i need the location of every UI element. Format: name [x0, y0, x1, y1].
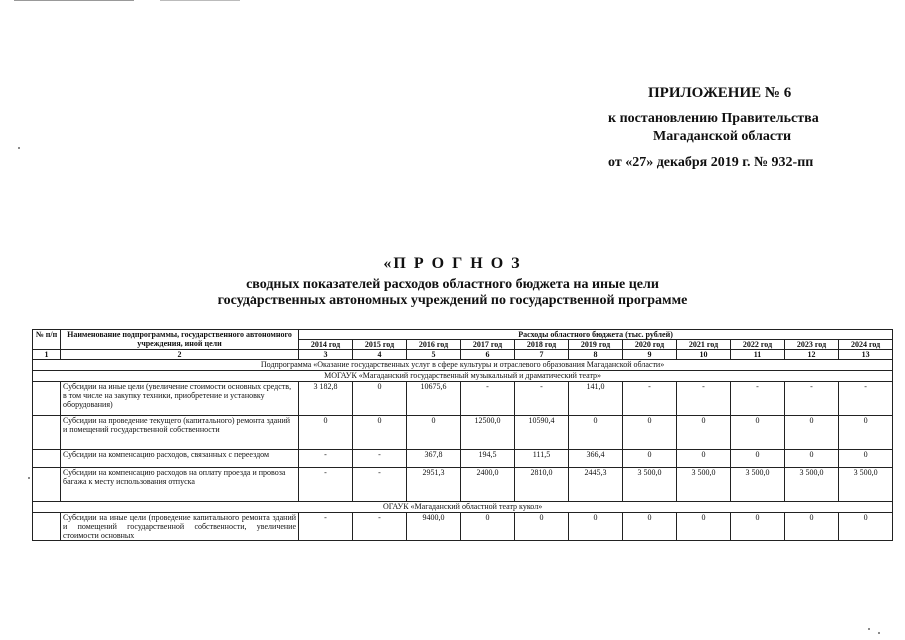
row-name: Субсидии на компенсацию расходов на оплату проезда и провоза багажа к месту использования отпуска	[61, 468, 299, 502]
scan-dot	[28, 477, 30, 479]
row-number	[33, 468, 61, 502]
row-value: -	[299, 513, 353, 541]
col-index: 4	[353, 350, 407, 360]
row-number	[33, 416, 61, 450]
table-row	[33, 382, 893, 416]
row-value: -	[677, 382, 731, 416]
scan-dot	[868, 628, 870, 630]
row-value: 0	[569, 416, 623, 450]
row-value: 9400,0	[407, 513, 461, 541]
col-index: 11	[731, 350, 785, 360]
row-value: -	[785, 382, 839, 416]
row-value: 0	[407, 416, 461, 450]
table-row	[33, 450, 893, 468]
row-value: -	[353, 513, 407, 541]
row-value: 0	[731, 416, 785, 450]
row-value: 0	[677, 513, 731, 541]
document-subheading-2: государственных автономных учреждений по государственной программе	[217, 293, 688, 308]
row-value: 2951,3	[407, 468, 461, 502]
forecast-table	[32, 329, 893, 541]
col-header-year: 2016 год	[407, 340, 461, 350]
col-index: 3	[299, 350, 353, 360]
row-value: -	[353, 450, 407, 468]
table-row	[33, 416, 893, 450]
col-index: 13	[839, 350, 893, 360]
row-value: 0	[839, 450, 893, 468]
col-header-number: № п/п	[33, 330, 61, 350]
row-value: -	[731, 382, 785, 416]
col-index: 7	[515, 350, 569, 360]
table-row	[33, 468, 893, 502]
col-header-year: 2019 год	[569, 340, 623, 350]
row-value: -	[515, 382, 569, 416]
col-index: 2	[61, 350, 299, 360]
col-header-year: 2024 год	[839, 340, 893, 350]
row-value: 0	[839, 416, 893, 450]
scan-artifact-line	[160, 0, 240, 1]
row-value: 141,0	[569, 382, 623, 416]
row-value: 3 500,0	[623, 468, 677, 502]
row-value: 3 500,0	[785, 468, 839, 502]
table-row	[33, 513, 893, 541]
row-value: 10675,6	[407, 382, 461, 416]
document-heading: «П Р О Г Н О З	[383, 255, 522, 272]
col-index: 10	[677, 350, 731, 360]
col-index: 1	[33, 350, 61, 360]
row-value: 367,8	[407, 450, 461, 468]
row-value: 3 182,8	[299, 382, 353, 416]
row-name: Субсидии на проведение текущего (капитального) ремонта зданий и помещений государственной собственности	[61, 416, 299, 450]
col-header-year: 2022 год	[731, 340, 785, 350]
row-value: 0	[785, 416, 839, 450]
col-header-year: 2020 год	[623, 340, 677, 350]
row-value: -	[839, 382, 893, 416]
col-header-name: Наименование подпрограммы, государственного автономного учреждения, иной цели	[61, 330, 299, 350]
row-value: 0	[731, 513, 785, 541]
row-value: 3 500,0	[677, 468, 731, 502]
organization-row: ОГАУК «Магаданский областной театр кукол»	[33, 502, 893, 513]
appendix-line1: к постановлению Правительства	[608, 111, 819, 126]
row-value: 2810,0	[515, 468, 569, 502]
organization-row: МОГАУК «Магаданский государственный музыкальный и драматический театр»	[33, 371, 893, 382]
row-value: 0	[623, 450, 677, 468]
row-value: 0	[623, 513, 677, 541]
row-name: Субсидии на компенсацию расходов, связанных с переездом	[61, 450, 299, 468]
col-header-year: 2014 год	[299, 340, 353, 350]
row-value: 10590,4	[515, 416, 569, 450]
row-value: 2400,0	[461, 468, 515, 502]
scan-dot	[878, 632, 880, 634]
subprogram-row: Подпрограмма «Оказание государственных услуг в сфере культуры и отраслевого образования Магаданской области»	[33, 360, 893, 371]
row-value: 0	[677, 450, 731, 468]
row-value: -	[299, 468, 353, 502]
scan-dot	[18, 147, 20, 149]
row-value: 0	[353, 382, 407, 416]
row-value: 0	[785, 450, 839, 468]
row-number	[33, 513, 61, 541]
appendix-date: от «27» декабря 2019 г. № 932-пп	[608, 155, 814, 170]
col-index: 5	[407, 350, 461, 360]
row-value: 0	[569, 513, 623, 541]
row-value: 0	[677, 416, 731, 450]
row-value: 0	[785, 513, 839, 541]
col-index: 6	[461, 350, 515, 360]
row-value: 3 500,0	[839, 468, 893, 502]
col-header-year: 2023 год	[785, 340, 839, 350]
scan-artifact-line	[14, 0, 134, 1]
row-value: -	[623, 382, 677, 416]
row-value: 366,4	[569, 450, 623, 468]
row-value: 0	[623, 416, 677, 450]
appendix-title: ПРИЛОЖЕНИЕ № 6	[648, 85, 792, 101]
row-value: -	[299, 450, 353, 468]
col-header-year: 2015 год	[353, 340, 407, 350]
col-index: 9	[623, 350, 677, 360]
col-index: 12	[785, 350, 839, 360]
appendix-line2: Магаданской области	[653, 129, 792, 144]
col-header-year: 2018 год	[515, 340, 569, 350]
row-name: Субсидии на иные цели (увеличение стоимости основных средств, в том числе на закупку техники, приобретение и установку оборудования)	[61, 382, 299, 416]
col-header-year: 2021 год	[677, 340, 731, 350]
row-number	[33, 382, 61, 416]
row-value: 0	[299, 416, 353, 450]
row-value: -	[353, 468, 407, 502]
row-value: 0	[353, 416, 407, 450]
row-value: 0	[731, 450, 785, 468]
document-subheading-1: сводных показателей расходов областного бюджета на иные цели	[246, 277, 659, 292]
row-name: Субсидии на иные цели (проведение капитального ремонта зданий и помещений государственной собственности, увеличение стоимости основных	[61, 513, 299, 541]
row-value: 0	[839, 513, 893, 541]
row-value: 3 500,0	[731, 468, 785, 502]
row-value: 194,5	[461, 450, 515, 468]
row-value: 2445,3	[569, 468, 623, 502]
row-value: -	[461, 382, 515, 416]
row-value: 111,5	[515, 450, 569, 468]
col-index: 8	[569, 350, 623, 360]
row-value: 0	[461, 513, 515, 541]
row-value: 0	[515, 513, 569, 541]
col-header-expenses: Расходы областного бюджета (тыс. рублей)	[299, 330, 893, 340]
row-value: 12500,0	[461, 416, 515, 450]
row-number	[33, 450, 61, 468]
col-header-year: 2017 год	[461, 340, 515, 350]
